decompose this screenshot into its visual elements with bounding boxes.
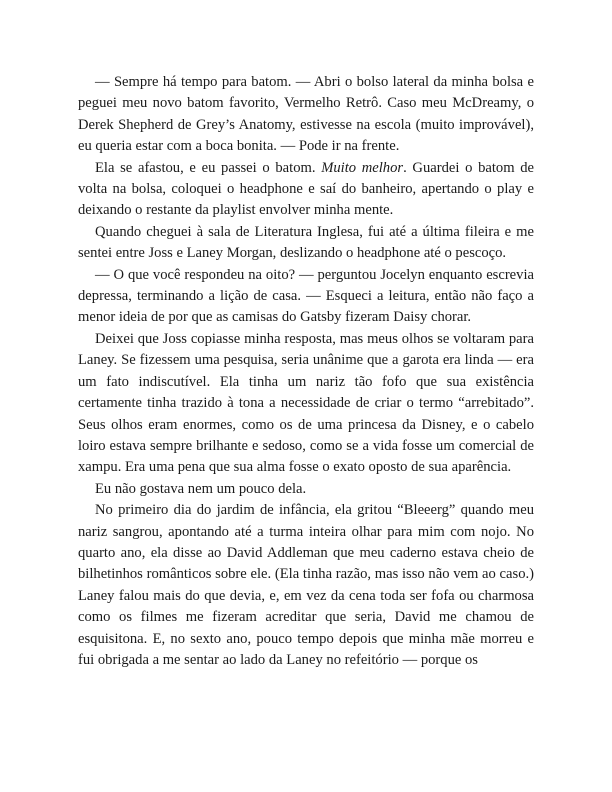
paragraph-5: Deixei que Joss copiasse minha resposta, mas meus olhos se voltaram para Laney. Se fizessem uma pesquisa, seria unânime que a garota era linda — era um fato indiscutível. Ela tinha um nariz tão fofo que sua existência certamente tinha trazido à tona a necessidade de criar o termo “arrebitado”. Seus olhos eram enormes, como os de uma princesa da Disney, e o cabelo loiro estava sempre brilhante e sedoso, como se a vida fosse um comercial de xampu. Era uma pena que sua alma fosse o exato oposto de sua aparência.: [78, 330, 534, 476]
book-page: [78, 72, 534, 671]
paragraph-2-start: Ela se afastou, e eu passei o batom.: [95, 159, 322, 176]
paragraph-1: — Sempre há tempo para batom. — Abri o bolso lateral da minha bolsa e peguei meu novo batom favorito, Vermelho Retrô. Caso meu McDreamy, o Derek Shepherd de Grey’s Anatomy, estivesse na escola (muito improvável), eu queria estar com a boca bonita. — Pode ir na frente.: [78, 74, 534, 155]
paragraph-2: [78, 158, 534, 222]
paragraph-6: Eu não gostava nem um pouco dela.: [95, 480, 307, 497]
paragraph-7: No primeiro dia do jardim de infância, ela gritou “Bleeerg” quando meu nariz sangrou, apontando até a turma inteira olhar para mim com nojo. No quarto ano, ela disse ao David Addleman que meu caderno estava cheio de bilhetinhos românticos sobre ele. (Ela tinha razão, mas isso não vem ao caso.) Laney falou mais do que devia, e, em vez da cena toda ser fofa ou charmosa como os filmes me fizeram acreditar que seria, David me chamou de esquisitona. E, no sexto ano, pouco tempo depois que minha mãe morreu e fui obrigada a me sentar ao lado da Laney no refeitório — porque os: [78, 502, 534, 668]
paragraph-4: — O que você respondeu na oito? — perguntou Jocelyn enquanto escrevia depressa, terminando a lição de casa. — Esqueci a leitura, então não faço a menor ideia de por que as camisas do Gatsby fizeram Daisy chorar.: [78, 266, 534, 326]
paragraph-2-end: . Guardei o batom de volta na bolsa, coloquei o headphone e saí do banheiro, apertando o play e deixando o restante da playlist envolver minha mente.: [78, 159, 535, 219]
paragraph-2-italic: Muito melhor: [321, 159, 404, 176]
paragraph-3: Quando cheguei à sala de Literatura Inglesa, fui até a última fileira e me sentei entre Joss e Laney Morgan, deslizando o headphone até o pescoço.: [78, 223, 534, 262]
